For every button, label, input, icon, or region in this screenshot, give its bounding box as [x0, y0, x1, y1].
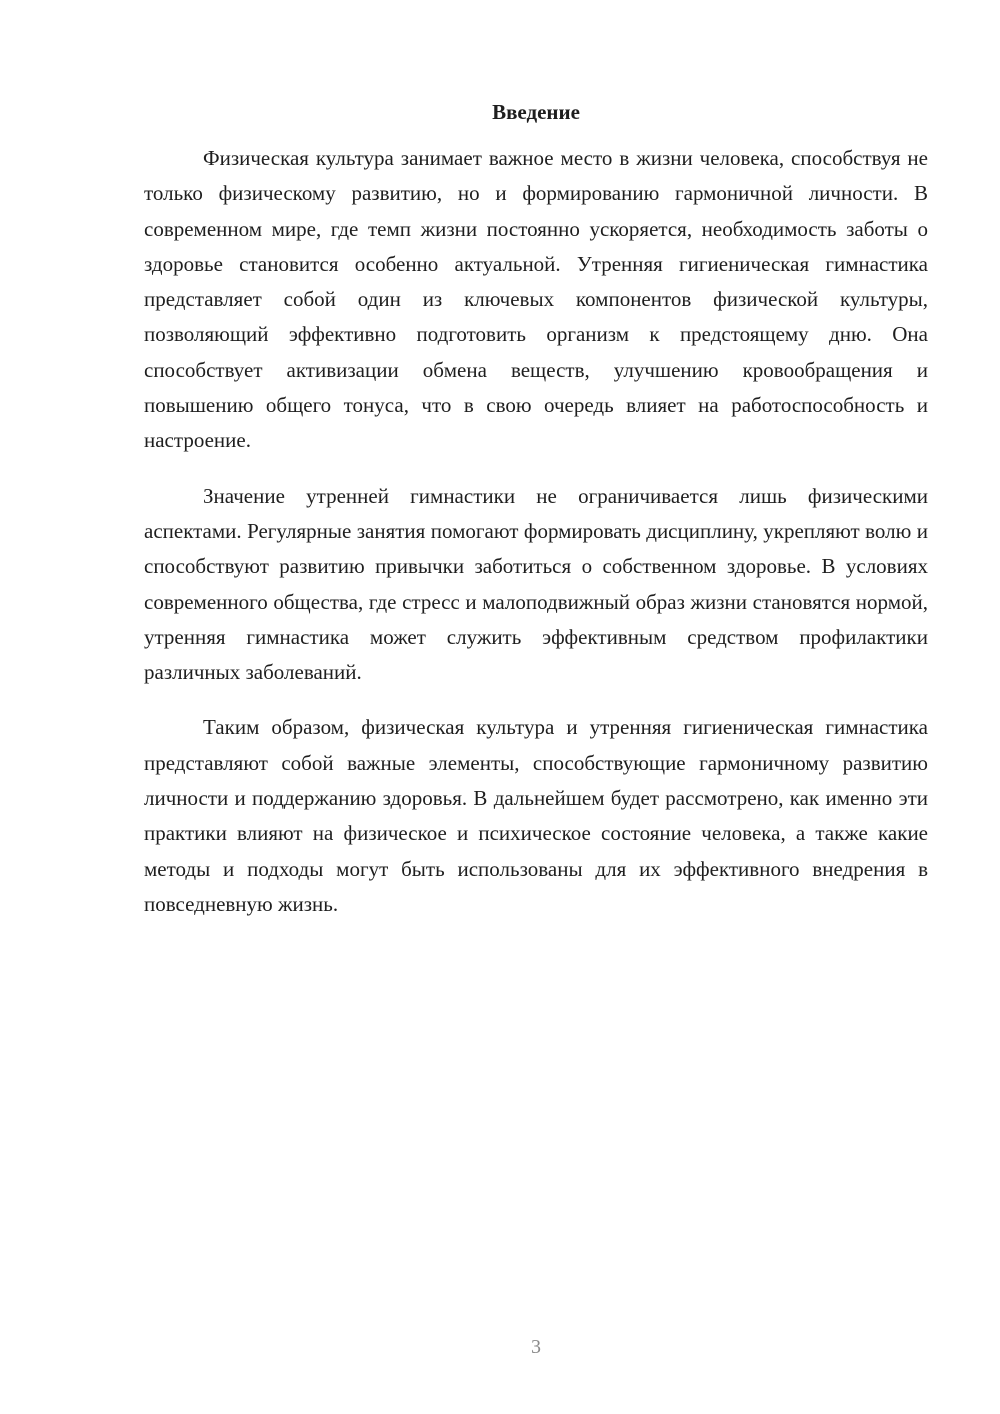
body-text [144, 141, 928, 922]
paragraph-3: Таким образом, физическая культура и утренняя гигиеническая гимнастика представляют собой важные элементы, способствующие гармоничному развитию личности и поддержанию здоровья. В дальнейшем будет рассмотрено, как именно эти практики влияют на физическое и психическое состояние человека, а также какие методы и подходы могут быть использованы для их эффективного внедрения в повседневную жизнь. [144, 715, 928, 916]
page-number: 3 [531, 1336, 541, 1358]
paragraph-2: Значение утренней гимнастики не ограничивается лишь физическими аспектами. Регулярные занятия помогают формировать дисциплину, укрепляют волю и способствуют развитию привычки заботиться о собственном здоровье. В условиях современного общества, где стресс и малоподвижный образ жизни становятся нормой, утренняя гимнастика может служить эффективным средством профилактики различных заболеваний. [144, 483, 928, 685]
section-title: Введение [492, 100, 580, 124]
paragraph-1: Физическая культура занимает важное место в жизни человека, способствуя не только физическому развитию, но и формированию гармоничной личности. В современном мире, где темп жизни постоянно ускоряется, необходимость заботы о здоровье становится особенно актуальной. Утренняя гигиеническая гимнастика представляет собой один из ключевых компонентов физической культуры, позволяющий эффективно подготовить организм к предстоящему дню. Она способствует активизации обмена веществ, улучшению кровообращения и повышению общего тонуса, что в свою очередь влияет на работоспособность и настроение. [144, 146, 928, 453]
